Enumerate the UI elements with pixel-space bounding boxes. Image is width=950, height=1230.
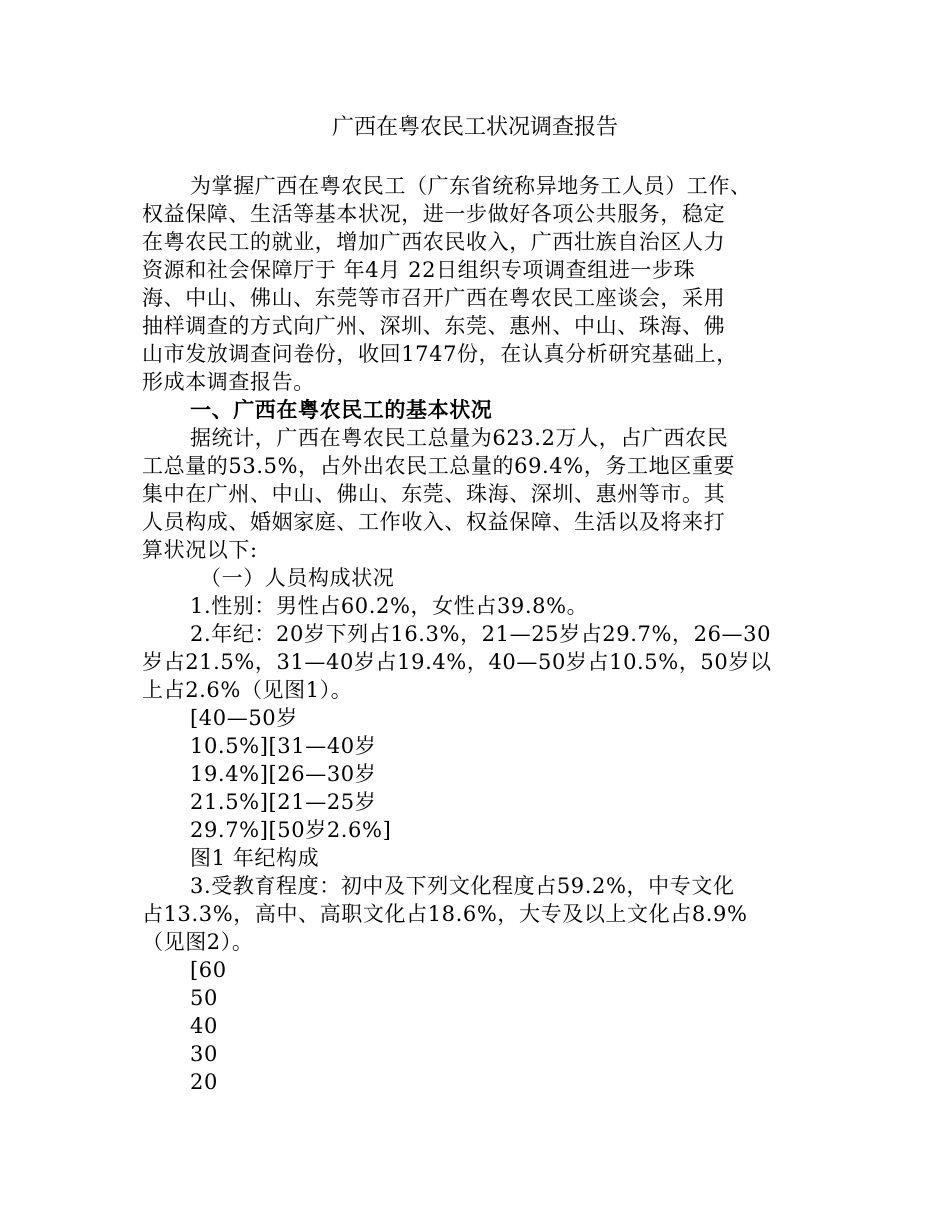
paragraph-line: 为掌握广西在粤农民工（广东省统称异地务工人员）工作、 [190, 174, 752, 198]
figure-residue-line: 40 [190, 1014, 218, 1038]
figure-residue-line: [60 [190, 958, 227, 982]
figure-residue-line: 10.5%][31—40岁 [190, 734, 377, 758]
paragraph-line: （见图2）。 [142, 930, 254, 954]
paragraph-line: 岁占21.5%，31—40岁占19.4%，40—50岁占10.5%，50岁以 [142, 650, 772, 674]
section-heading: 一、广西在粤农民工的基本状况 [190, 398, 493, 422]
paragraph-line: 集中在广州、中山、佛山、东莞、珠海、深圳、惠州等市。其 [142, 482, 726, 506]
paragraph-line: 形成本调查报告。 [142, 370, 315, 394]
figure-residue-line: 29.7%][50岁2.6%] [190, 818, 392, 842]
paragraph-line: 资源和社会保障厅于 年4月 22日组织专项调查组进一步珠 [142, 258, 696, 282]
paragraph-line: 工总量的53.5%，占外出农民工总量的69.4%，务工地区重要 [142, 454, 736, 478]
figure-residue-line: 30 [190, 1042, 218, 1066]
figure-residue-line: 19.4%][26—30岁 [190, 762, 377, 786]
figure-residue-line: 21.5%][21—25岁 [190, 790, 377, 814]
figure-residue-line: 50 [190, 986, 218, 1010]
paragraph-line: 权益保障、生活等基本状况，进一步做好各项公共服务，稳定 [142, 202, 726, 226]
paragraph-line: 据统计，广西在粤农民工总量为623.2万人，占广西农民 [190, 426, 729, 450]
figure-residue-line: [40—50岁 [190, 706, 298, 730]
paragraph-line: 上占2.6%（见图1）。 [142, 678, 353, 702]
paragraph-line: 海、中山、佛山、东莞等市召开广西在粤农民工座谈会，采用 [142, 286, 726, 310]
figure-caption: 图1 年纪构成 [190, 846, 320, 870]
subsection-heading: （一）人员构成状况 [200, 566, 395, 590]
paragraph-line: 抽样调查的方式向广州、深圳、东莞、惠州、中山、珠海、佛 [142, 314, 726, 338]
paragraph-line: 占13.3%，高中、高职文化占18.6%，大专及以上文化占8.9% [142, 902, 748, 926]
paragraph-line: 3.受教育程度：初中及下列文化程度占59.2%，中专文化 [190, 874, 735, 898]
paragraph-line: 2.年纪：20岁下列占16.3%，21—25岁占29.7%，26—30 [190, 622, 772, 646]
paragraph-line: 在粤农民工的就业，增加广西农民收入，广西壮族自治区人力 [142, 230, 726, 254]
paragraph-line: 人员构成、婚姻家庭、工作收入、权益保障、生活以及将来打 [142, 510, 726, 534]
document-title: 广西在粤农民工状况调查报告 [331, 115, 618, 140]
paragraph-line: 算状况以下: [142, 538, 258, 562]
paragraph-line: 1.性别：男性占60.2%，女性占39.8%。 [190, 594, 589, 618]
paragraph-line: 山市发放调查问卷份，收回1747份，在认真分析研究基础上， [142, 342, 738, 366]
figure-residue-line: 20 [190, 1070, 218, 1094]
